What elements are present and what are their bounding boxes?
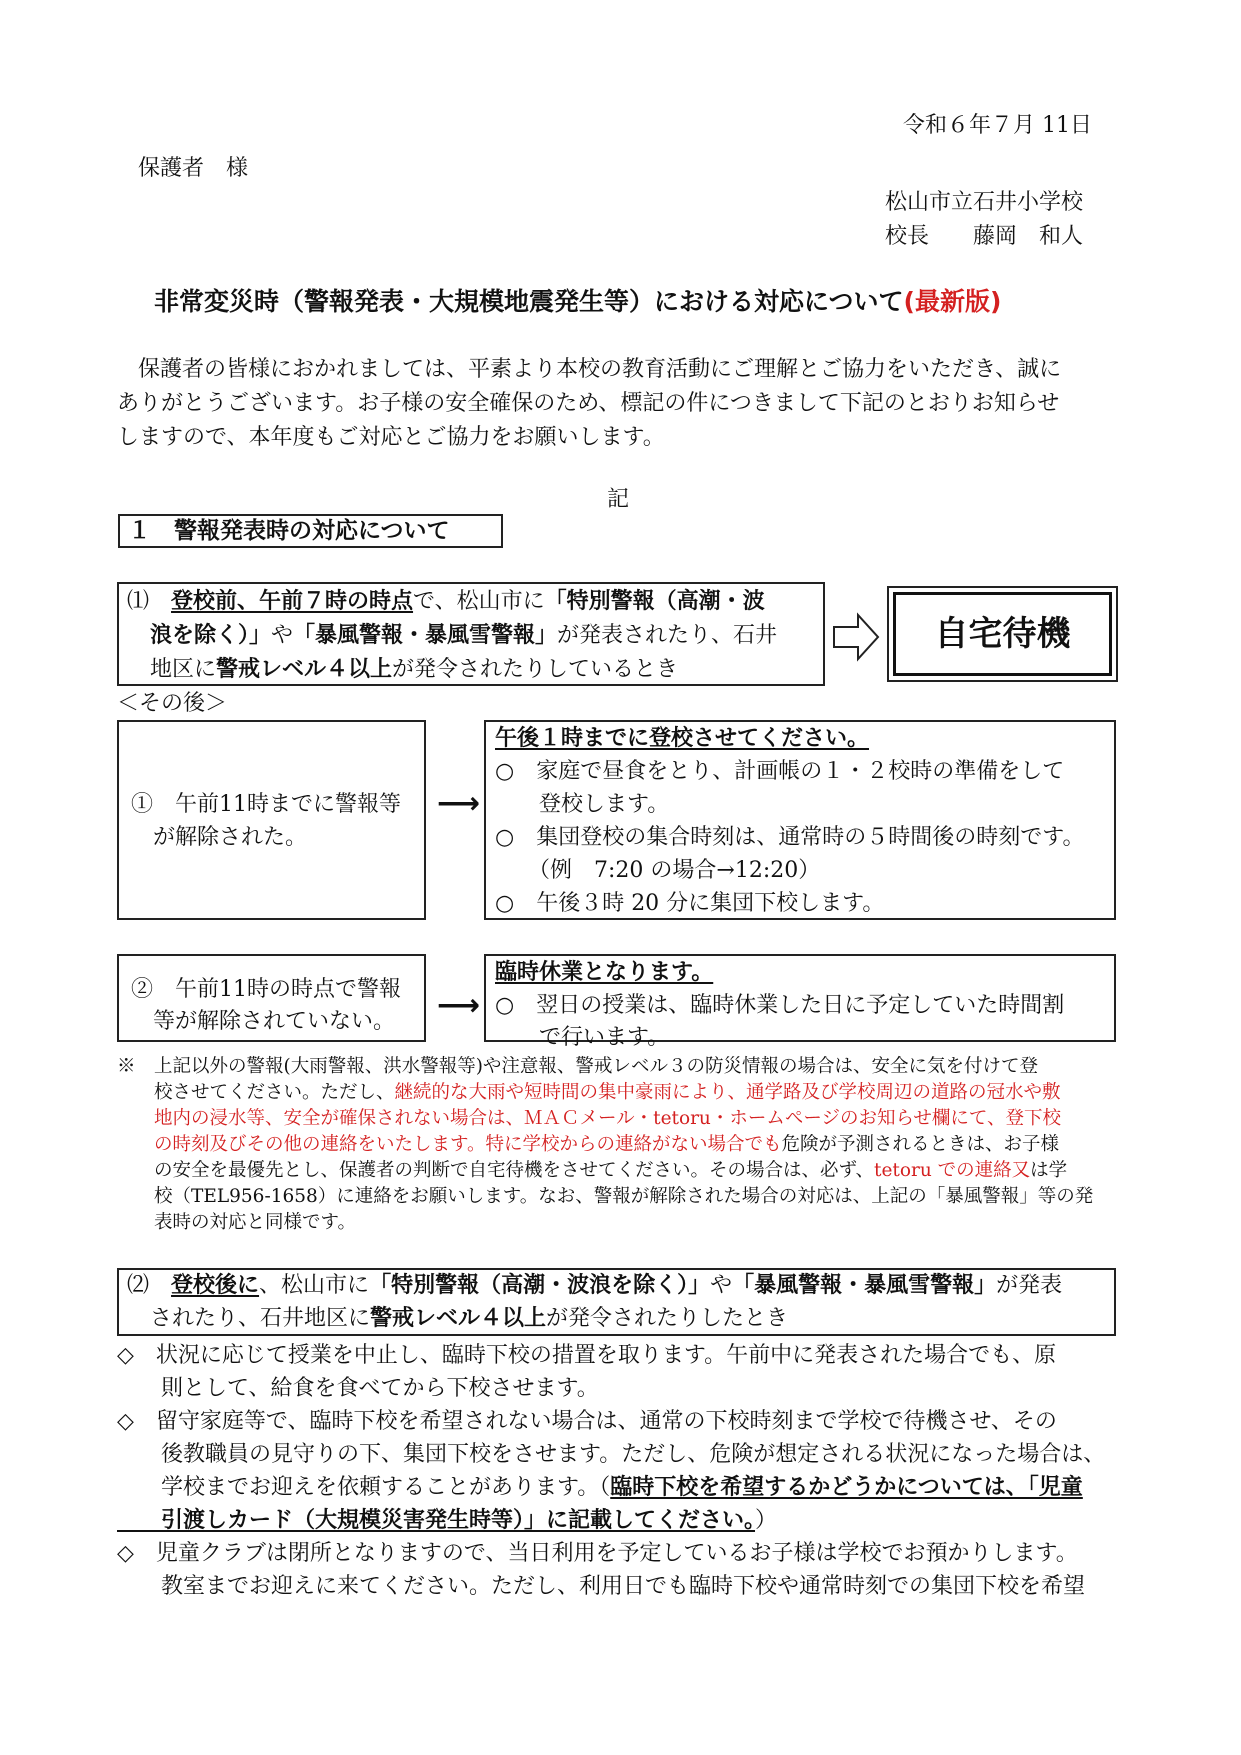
- bullet-2-line-4: 引渡しカード（大規模災害発生時等）」に記載してください。）: [117, 1508, 778, 1533]
- bullet-2-line-1: ◇ 留守家庭等で、臨時下校を希望されない場合は、通常の下校時刻まで学校で待機させ、その: [117, 1409, 1057, 1434]
- note-line-3: 地内の浸水等、安全が確保されない場合は、ＭＡＣメール・tetoru・ホームページのお知らせ欄にて、登下校: [117, 1108, 1062, 1129]
- note-line-6: 校（TEL956-1658）に連絡をお願いします。なお、警報が解除された場合の対応は、上記の「暴風警報」等の発: [117, 1186, 1094, 1207]
- intro-line-3: しますので、本年度もご対応とご協力をお願いします。: [117, 425, 665, 450]
- option-2-condition-line-1: ② 午前11時の時点で警報: [131, 977, 401, 1002]
- section-1-heading: １ 警報発表時の対応について: [128, 518, 450, 544]
- note-line-1: ※ 上記以外の警報(大雨警報、洪水警報等)や注意報、警戒レベル３の防災情報の場合は、安全に気を付けて登: [117, 1056, 1038, 1077]
- bullet-1-line-2: 則として、給食を食べてから下校させます。: [117, 1376, 599, 1401]
- title-main: 非常変災時（警報発表・大規模地震発生等）における対応について: [154, 287, 904, 316]
- case-1-line-2: 浪を除く）」や「暴風警報・暴風雪警報」が発表されたり、石井: [150, 623, 778, 648]
- note-line-2: 校させてください。ただし、継続的な大雨や短時間の集中豪雨により、通学路及び学校周辺の道路の冠水や敷: [117, 1082, 1061, 1103]
- option-1-item-2: ○ 集団登校の集合時刻は、通常時の５時間後の時刻です。: [495, 825, 1085, 850]
- case-1-line-1: ⑴ 登校前、午前７時の時点で、松山市に「特別警報（高潮・波: [127, 589, 765, 614]
- bullet-3-line-1: ◇ 児童クラブは閉所となりますので、当日利用を予定しているお子様は学校でお預かりします。: [117, 1541, 1078, 1566]
- arrow-right-icon: ⟶: [437, 786, 481, 821]
- intro-line-2: ありがとうございます。お子様の安全確保のため、標記の件につきまして下記のとおりお知らせ: [117, 391, 1060, 416]
- note-line-5: の安全を最優先とし、保護者の判断で自宅待機をさせてください。その場合は、必ず、tetoru での連絡又は学: [117, 1160, 1068, 1181]
- option-1-condition-line-2: が解除された。: [153, 825, 308, 850]
- case-2-line-2: されたり、石井地区に警戒レベル４以上が発令されたりしたとき: [150, 1306, 789, 1331]
- school-name: 松山市立石井小学校: [885, 190, 1084, 215]
- addressee: 保護者 様: [138, 156, 249, 181]
- case-2-line-1: ⑵ 登校後に、松山市に「特別警報（高潮・波浪を除く）」や「暴風警報・暴風雪警報」が発表: [127, 1273, 1063, 1298]
- case-1-line-3: 地区に警戒レベル４以上が発令されたりしているとき: [150, 657, 679, 682]
- bullet-1-line-1: ◇ 状況に応じて授業を中止し、臨時下校の措置を取ります。午前中に発表された場合でも、原: [117, 1343, 1057, 1368]
- principal-name: 校長 藤岡 和人: [885, 224, 1084, 249]
- title-emphasis: (最新版): [903, 287, 1002, 316]
- note-line-7: 表時の対応と同様です。: [117, 1212, 357, 1233]
- option-1-condition-line-1: ① 午前11時までに警報等: [131, 792, 401, 817]
- option-1-item-2-example: （例 7:20 の場合→12:20）: [495, 858, 821, 883]
- arrow-right-icon: ⟶: [437, 988, 481, 1023]
- option-2-condition-line-2: 等が解除されていない。: [153, 1009, 396, 1034]
- ki-mark: 記: [607, 487, 630, 512]
- option-2-result-heading: 臨時休業となります。: [495, 960, 714, 985]
- option-1-result-heading: 午後１時までに登校させてください。: [495, 726, 870, 751]
- bullet-2-line-2: 後教職員の見守りの下、集団下校をさせます。ただし、危険が想定される状況になった場合は、: [117, 1442, 1106, 1467]
- bullet-3-line-2: 教室までお迎えに来てください。ただし、利用日でも臨時下校や通常時刻での集団下校を希望: [117, 1574, 1086, 1599]
- hollow-right-arrow-icon: [832, 612, 880, 662]
- option-1-item-1-cont: 登校します。: [495, 792, 670, 817]
- note-line-4: の時刻及びその他の連絡をいたします。特に学校からの連絡がない場合でも危険が予測されるときは、お子様: [117, 1134, 1060, 1155]
- sonogo-label: ＜その後＞: [117, 691, 228, 716]
- intro-line-1: 保護者の皆様におかれましては、平素より本校の教育活動にご理解とご協力をいただき、誠に: [138, 357, 1062, 382]
- bullet-2-line-3: 学校までお迎えを依頼することがあります。（臨時下校を希望するかどうかについては、「児童: [117, 1475, 1083, 1500]
- result-stay-home: 自宅待機: [934, 614, 1071, 654]
- option-2-item-1: ○ 翌日の授業は、臨時休業した日に予定していた時間割: [495, 993, 1065, 1018]
- option-1-item-1: ○ 家庭で昼食をとり、計画帳の１・２校時の準備をして: [495, 759, 1065, 784]
- document-date: 令和６年７月 11日: [903, 113, 1092, 138]
- document-title: [154, 286, 1001, 318]
- option-1-item-3: ○ 午後３時 20 分に集団下校します。: [495, 891, 885, 916]
- option-2-item-1-cont: で行います。: [495, 1025, 670, 1050]
